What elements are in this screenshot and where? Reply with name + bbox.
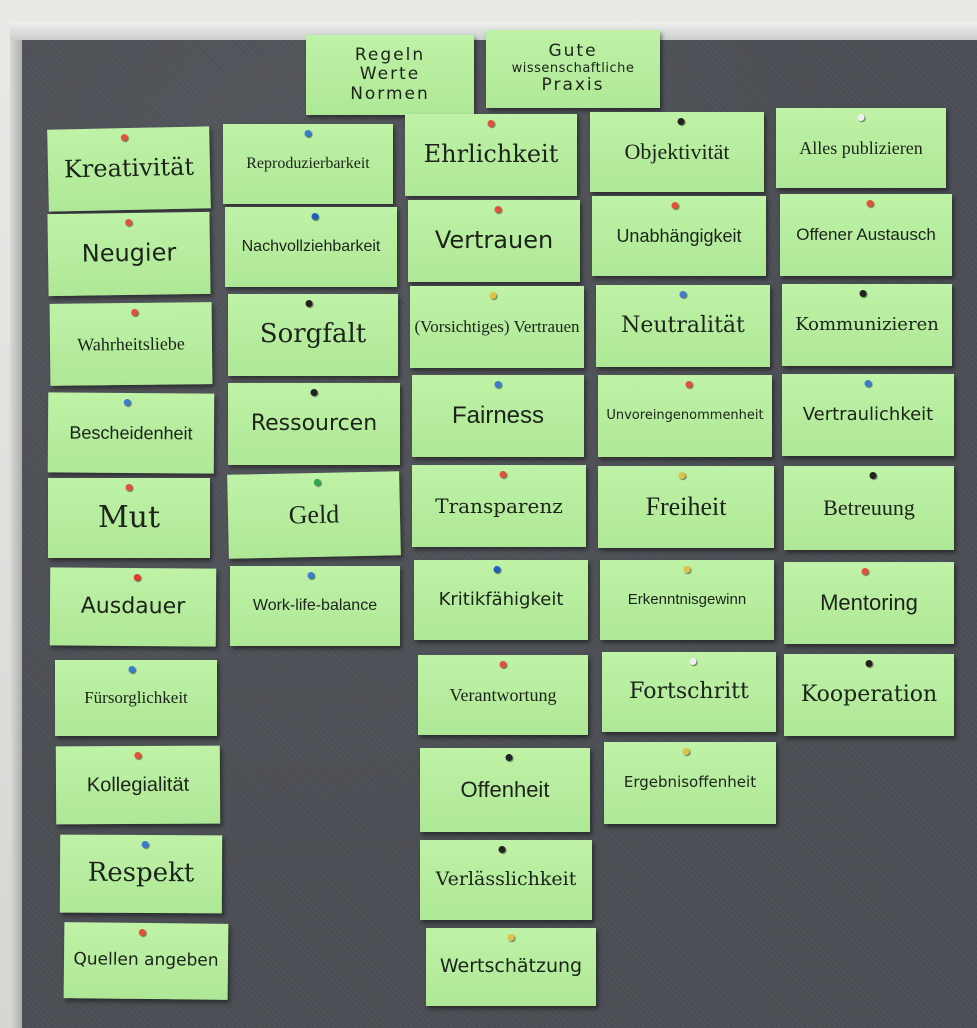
header-card-line: Werte bbox=[359, 64, 421, 85]
value-card-label: Verlässlichkeit bbox=[435, 868, 577, 891]
value-card bbox=[225, 207, 397, 287]
pin-icon bbox=[312, 213, 319, 220]
value-card-label: Ausdauer bbox=[80, 594, 186, 620]
pin-icon bbox=[508, 934, 515, 941]
header-card-1 bbox=[306, 35, 474, 115]
value-card-label: Sorgfalt bbox=[259, 319, 367, 350]
value-card bbox=[50, 567, 217, 646]
value-card bbox=[228, 383, 400, 465]
value-card bbox=[47, 126, 211, 211]
value-card-label: Ressourcen bbox=[250, 411, 378, 437]
value-card-label: Ergebnisoffenheit bbox=[623, 773, 757, 792]
value-card bbox=[784, 466, 954, 550]
value-card bbox=[414, 560, 588, 640]
pin-icon bbox=[500, 471, 507, 478]
value-card bbox=[48, 392, 215, 473]
value-card-label: Kreativität bbox=[63, 153, 195, 184]
pin-icon bbox=[690, 658, 697, 665]
pin-icon bbox=[500, 661, 507, 668]
value-card bbox=[420, 748, 590, 832]
value-card bbox=[228, 294, 398, 376]
pin-icon bbox=[678, 118, 685, 125]
value-card bbox=[410, 286, 584, 368]
pin-icon bbox=[305, 130, 312, 137]
value-card bbox=[223, 124, 393, 204]
pin-icon bbox=[488, 120, 495, 127]
value-card bbox=[590, 112, 764, 192]
pin-icon bbox=[860, 290, 867, 297]
value-card-label: Offenheit bbox=[460, 777, 550, 803]
pin-icon bbox=[490, 292, 497, 299]
value-card bbox=[776, 108, 946, 188]
header-card-line: Praxis bbox=[541, 75, 605, 96]
value-card-label: Wahrheitsliebe bbox=[77, 332, 185, 355]
pin-icon bbox=[495, 206, 502, 213]
value-card-label: Fortschritt bbox=[629, 679, 749, 705]
value-card bbox=[408, 200, 580, 282]
value-card bbox=[784, 562, 954, 644]
value-card bbox=[596, 285, 770, 367]
header-card-line: Normen bbox=[350, 83, 430, 104]
value-card bbox=[592, 196, 766, 276]
pin-icon bbox=[131, 309, 138, 316]
pin-icon bbox=[494, 566, 501, 573]
value-card-label: Vertraulichkeit bbox=[802, 403, 934, 425]
pin-icon bbox=[125, 219, 132, 226]
value-card bbox=[230, 566, 400, 646]
pin-icon bbox=[134, 752, 141, 759]
value-card-label: Vertrauen bbox=[434, 226, 554, 255]
pin-icon bbox=[683, 748, 690, 755]
value-card-label: Nachvollziehbarkeit bbox=[241, 237, 381, 255]
pin-icon bbox=[866, 660, 873, 667]
value-card-label: Geld bbox=[288, 499, 340, 530]
pin-icon bbox=[124, 399, 131, 406]
header-card-2 bbox=[486, 30, 660, 108]
pin-icon bbox=[865, 380, 872, 387]
pin-icon bbox=[139, 929, 146, 936]
value-card-label: Erkenntnisgewinn bbox=[627, 591, 747, 609]
value-card bbox=[405, 114, 577, 196]
pin-icon bbox=[679, 472, 686, 479]
pin-icon bbox=[308, 572, 315, 579]
pin-icon bbox=[684, 566, 691, 573]
value-card-label: Fairness bbox=[451, 402, 545, 430]
pin-icon bbox=[499, 846, 506, 853]
value-card-label: (Vorsichtiges) Vertrauen bbox=[414, 317, 580, 337]
value-card-label: Mentoring bbox=[820, 590, 918, 616]
value-card bbox=[64, 922, 229, 1000]
value-card-label: Bescheidenheit bbox=[69, 422, 193, 443]
value-card-label: Wertschätzung bbox=[439, 955, 583, 978]
value-card bbox=[782, 374, 954, 456]
value-card-label: Verantwortung bbox=[449, 684, 557, 705]
pin-icon bbox=[686, 381, 693, 388]
value-card-label: Work-life-balance bbox=[252, 596, 378, 614]
value-card-label: Freiheit bbox=[645, 492, 727, 522]
value-card bbox=[48, 478, 210, 558]
header-card-line: Regeln bbox=[354, 44, 426, 65]
value-card-label: Unvoreingenommenheit bbox=[606, 408, 764, 424]
value-card bbox=[55, 660, 217, 736]
value-card bbox=[602, 652, 776, 732]
value-card bbox=[56, 746, 220, 825]
header-card-line: Gute bbox=[548, 40, 598, 61]
pin-icon bbox=[495, 381, 502, 388]
value-card-label: Respekt bbox=[87, 858, 195, 889]
pin-icon bbox=[126, 484, 133, 491]
value-card bbox=[598, 466, 774, 548]
value-card-label: Fürsorglichkeit bbox=[84, 688, 188, 708]
value-card-label: Kommunizieren bbox=[795, 313, 939, 335]
value-card bbox=[598, 375, 772, 457]
value-card-label: Alles publizieren bbox=[799, 137, 923, 158]
pin-icon bbox=[129, 666, 136, 673]
pin-icon bbox=[134, 574, 141, 581]
value-card-label: Mut bbox=[97, 500, 161, 536]
pin-icon bbox=[680, 291, 687, 298]
value-card bbox=[418, 655, 588, 735]
value-card bbox=[50, 302, 213, 386]
value-card-label: Unabhängigkeit bbox=[616, 225, 742, 246]
value-card bbox=[600, 560, 774, 640]
value-card-label: Betreuung bbox=[823, 495, 915, 521]
value-card bbox=[420, 840, 592, 920]
value-card-label: Kritikfähigkeit bbox=[438, 588, 564, 610]
pin-icon bbox=[867, 200, 874, 207]
value-card-label: Reproduzierbarkeit bbox=[246, 154, 370, 172]
pin-icon bbox=[862, 568, 869, 575]
value-card bbox=[604, 742, 776, 824]
value-card-label: Transparenz bbox=[435, 493, 563, 518]
pin-icon bbox=[506, 754, 513, 761]
value-card-label: Quellen angeben bbox=[73, 949, 219, 971]
value-card bbox=[412, 465, 586, 547]
value-card-label: Neugier bbox=[81, 238, 177, 269]
value-card bbox=[47, 212, 210, 296]
value-card-label: Objektivität bbox=[624, 139, 730, 165]
value-card-label: Kollegialität bbox=[86, 773, 190, 796]
value-card bbox=[60, 835, 222, 914]
value-card bbox=[782, 284, 952, 366]
value-card bbox=[412, 375, 584, 457]
pin-icon bbox=[311, 389, 318, 396]
value-card-label: Ehrlichkeit bbox=[423, 140, 559, 169]
pin-icon bbox=[306, 300, 313, 307]
pin-icon bbox=[314, 479, 321, 486]
value-card-label: Neutralität bbox=[621, 313, 745, 339]
value-card bbox=[784, 654, 954, 736]
value-card bbox=[780, 194, 952, 276]
header-card-line: wissenschaftliche bbox=[511, 60, 635, 76]
pin-icon bbox=[121, 134, 128, 141]
pin-icon bbox=[672, 202, 679, 209]
pin-icon bbox=[870, 472, 877, 479]
value-card-label: Offener Austausch bbox=[796, 225, 936, 245]
value-card bbox=[426, 928, 596, 1006]
pin-icon bbox=[142, 841, 149, 848]
value-card-label: Kooperation bbox=[800, 682, 938, 708]
value-card bbox=[227, 471, 401, 559]
pin-icon bbox=[858, 114, 865, 121]
